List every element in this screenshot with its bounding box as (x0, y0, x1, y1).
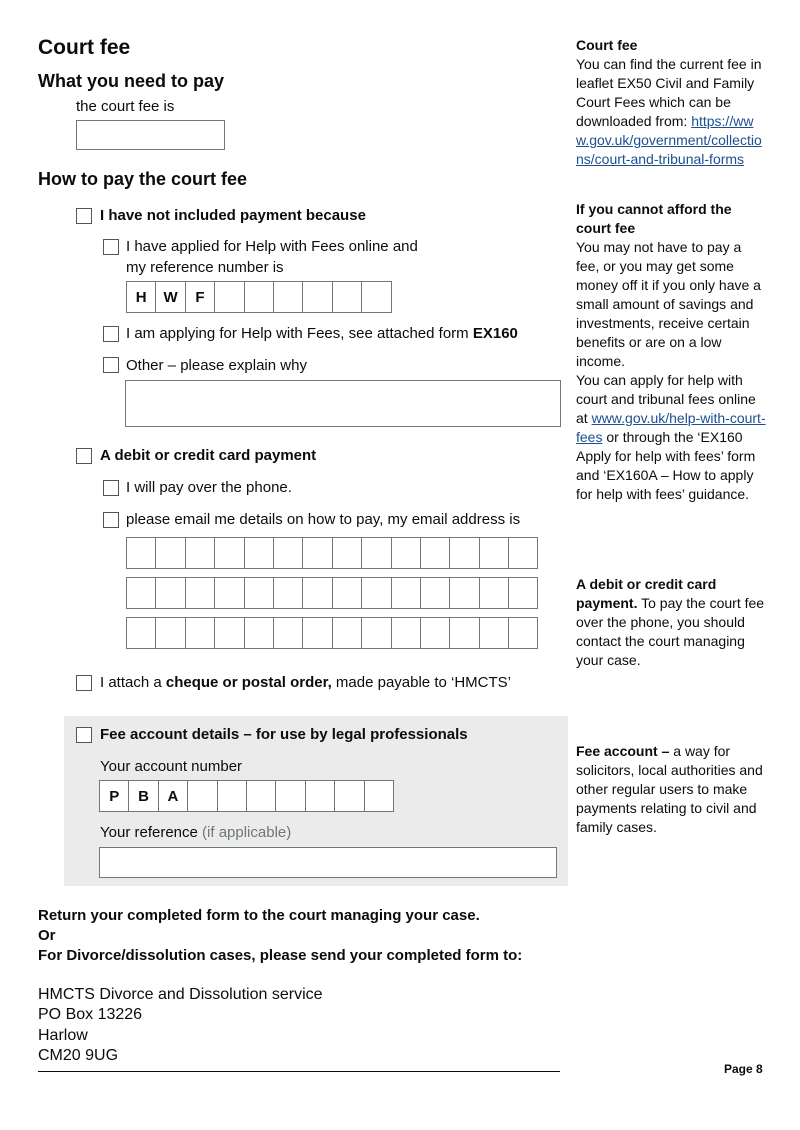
email-cell[interactable] (244, 617, 274, 649)
how-to-pay-heading: How to pay the court fee (38, 169, 248, 189)
not-included-label: I have not included payment because (100, 207, 366, 224)
reference-label (100, 822, 291, 843)
email-cell[interactable] (302, 617, 332, 649)
court-forms-link[interactable]: https://www.gov.uk/government/collections/court-and-tribunal-forms (576, 113, 762, 167)
cheque-suffix: made payable to ‘HMCTS’ (331, 674, 511, 691)
hwf-cell[interactable] (273, 281, 303, 313)
email-cell[interactable] (449, 537, 479, 569)
account-cell[interactable]: B (128, 780, 158, 812)
email-cell[interactable] (273, 617, 303, 649)
email-cell[interactable] (214, 617, 244, 649)
card-payment-checkbox[interactable] (76, 448, 92, 464)
applying-hwf-form: EX160 (472, 325, 518, 342)
email-cell[interactable] (361, 577, 391, 609)
account-cell[interactable] (187, 780, 217, 812)
address-line: PO Box 13226 (38, 1006, 143, 1024)
account-number-input[interactable] (99, 780, 394, 811)
return-line-3: For Divorce/dissolution cases, please send your completed form to: (38, 947, 523, 964)
email-cell[interactable] (449, 617, 479, 649)
reference-hint: (if applicable) (202, 824, 292, 841)
sidebar-court-fee (576, 36, 766, 169)
email-cell[interactable] (361, 617, 391, 649)
account-cell[interactable] (334, 780, 364, 812)
hwf-cell[interactable]: H (126, 281, 156, 313)
sidebar-court-fee-text: You can find the current fee in leaflet EX50 Civil and Family Court Fees which can be downloaded from: (576, 56, 762, 129)
email-cell[interactable] (185, 537, 215, 569)
cheque-bold: cheque or postal order, (165, 674, 332, 691)
pay-by-phone-label: I will pay over the phone. (126, 479, 292, 496)
email-cell[interactable] (332, 577, 362, 609)
hwf-cell[interactable] (361, 281, 391, 313)
email-input-row-2[interactable] (126, 577, 538, 609)
email-cell[interactable] (273, 577, 303, 609)
pay-by-phone-checkbox[interactable] (103, 480, 119, 496)
email-cell[interactable] (244, 577, 274, 609)
other-reason-input[interactable] (125, 380, 561, 427)
hwf-cell[interactable]: F (185, 281, 215, 313)
hwf-cell[interactable] (214, 281, 244, 313)
email-cell[interactable] (244, 537, 274, 569)
sidebar-fee-account (576, 742, 766, 837)
email-cell[interactable] (155, 537, 185, 569)
email-cell[interactable] (391, 617, 421, 649)
card-payment-label: A debit or credit card payment (100, 447, 317, 464)
account-cell[interactable] (246, 780, 276, 812)
email-cell[interactable] (126, 537, 156, 569)
fee-account-checkbox[interactable] (76, 727, 92, 743)
account-cell[interactable] (305, 780, 335, 812)
hwf-reference-input[interactable] (126, 281, 392, 313)
sidebar-fee-account-heading: Fee account – (576, 743, 670, 759)
email-input-row-1[interactable] (126, 537, 538, 569)
email-cell[interactable] (420, 577, 450, 609)
sidebar-fee-account-text: a way for solicitors, local authorities and other regular users to make payments relating to civil and family cases. (576, 743, 763, 835)
cheque-checkbox[interactable] (76, 675, 92, 691)
hwf-cell[interactable]: W (155, 281, 185, 313)
email-details-checkbox[interactable] (103, 512, 119, 528)
reference-label-text: Your reference (100, 824, 198, 841)
email-cell[interactable] (508, 617, 538, 649)
email-cell[interactable] (449, 577, 479, 609)
email-cell[interactable] (420, 537, 450, 569)
email-input-row-3[interactable] (126, 617, 538, 649)
email-details-label: please email me details on how to pay, my email address is (126, 511, 521, 528)
applied-online-checkbox[interactable] (103, 239, 119, 255)
applying-hwf-text: I am applying for Help with Fees, see attached form (126, 325, 473, 342)
reference-input[interactable] (99, 847, 557, 878)
sidebar-court-fee-heading: Court fee (576, 37, 638, 53)
sidebar-afford-text1: You may not have to pay a fee, or you may get some money off it if you only have a small amount of savings and investments, receive certain benefits or are on a low income. (576, 239, 761, 369)
hwf-cell[interactable] (244, 281, 274, 313)
email-cell[interactable] (332, 537, 362, 569)
email-cell[interactable] (508, 577, 538, 609)
hwf-cell[interactable] (302, 281, 332, 313)
email-cell[interactable] (361, 537, 391, 569)
email-cell[interactable] (155, 577, 185, 609)
sidebar-afford-text2b: or through the ‘EX160 Apply for help with fees’ form and ‘EX160A – How to apply for help with fees’ guidance. (576, 429, 756, 502)
sidebar-card-heading: A debit or credit card payment. (576, 576, 717, 611)
email-cell[interactable] (420, 617, 450, 649)
divider (38, 1071, 560, 1072)
page-number: Page 8 (724, 1062, 763, 1076)
sidebar-afford (576, 200, 766, 504)
sidebar-afford-heading: If you cannot afford the court fee (576, 201, 732, 236)
email-cell[interactable] (302, 537, 332, 569)
other-reason-checkbox[interactable] (103, 357, 119, 373)
account-cell[interactable]: P (99, 780, 129, 812)
email-cell[interactable] (391, 577, 421, 609)
email-cell[interactable] (508, 537, 538, 569)
email-cell[interactable] (332, 617, 362, 649)
help-with-fees-link[interactable]: www.gov.uk/help-with-court-fees (576, 410, 766, 445)
postal-address (38, 985, 323, 1066)
email-cell[interactable] (391, 537, 421, 569)
sidebar-card-text: To pay the court fee over the phone, you should contact the court managing your case. (576, 595, 765, 668)
email-cell[interactable] (185, 577, 215, 609)
account-cell[interactable] (275, 780, 305, 812)
email-cell[interactable] (126, 617, 156, 649)
email-cell[interactable] (302, 577, 332, 609)
email-cell[interactable] (185, 617, 215, 649)
other-reason-label: Other – please explain why (126, 357, 307, 374)
court-fee-input[interactable] (76, 120, 225, 150)
cheque-label (100, 672, 511, 693)
return-line-2: Or (38, 927, 56, 944)
email-cell[interactable] (479, 577, 509, 609)
hwf-cell[interactable] (332, 281, 362, 313)
cheque-prefix: I attach a (100, 674, 166, 691)
return-line-1: Return your completed form to the court managing your case. (38, 907, 480, 924)
email-cell[interactable] (273, 537, 303, 569)
applied-online-line1: I have applied for Help with Fees online and (126, 238, 418, 255)
email-cell[interactable] (479, 537, 509, 569)
sidebar-card (576, 575, 766, 670)
court-fee-label: the court fee is (76, 98, 175, 115)
account-cell[interactable] (364, 780, 394, 812)
email-cell[interactable] (214, 577, 244, 609)
page-title: Court fee (38, 36, 131, 59)
fee-account-label: Fee account details – for use by legal professionals (100, 726, 468, 743)
what-to-pay-heading: What you need to pay (38, 71, 225, 91)
account-number-label: Your account number (100, 758, 243, 775)
sidebar-afford-text2a: You can apply for help with court and tribunal fees online at (576, 372, 756, 426)
applied-online-line2: my reference number is (126, 259, 284, 276)
not-included-checkbox[interactable] (76, 208, 92, 224)
email-cell[interactable] (479, 617, 509, 649)
applying-hwf-checkbox[interactable] (103, 326, 119, 342)
email-cell[interactable] (155, 617, 185, 649)
address-line: HMCTS Divorce and Dissolution service (38, 986, 323, 1003)
address-line: CM20 9UG (38, 1046, 119, 1064)
email-cell[interactable] (126, 577, 156, 609)
account-cell[interactable]: A (158, 780, 188, 812)
account-cell[interactable] (217, 780, 247, 812)
email-cell[interactable] (214, 537, 244, 569)
applying-hwf-label (126, 323, 518, 344)
address-line: Harlow (38, 1026, 88, 1044)
